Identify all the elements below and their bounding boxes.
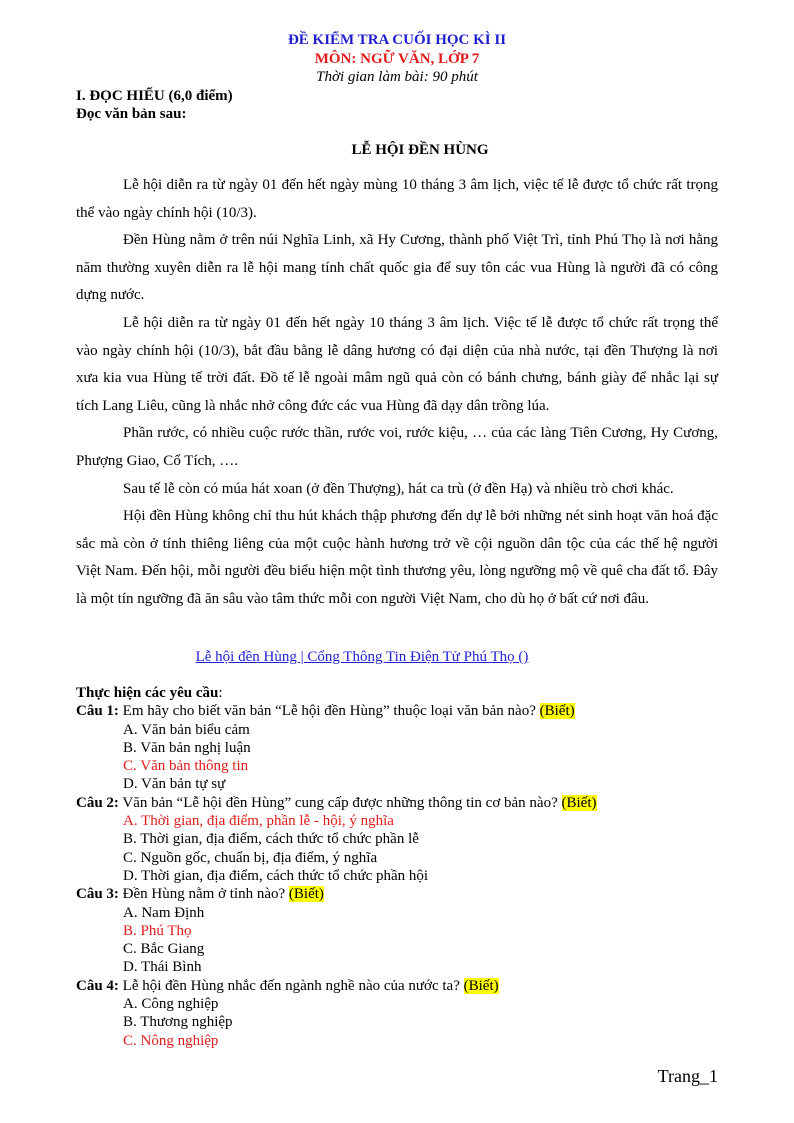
- answer-option[interactable]: B. Văn bản nghị luận: [123, 739, 251, 756]
- question-2: [76, 794, 726, 885]
- question-label: Câu 2:: [76, 794, 119, 811]
- question-3: [76, 885, 726, 976]
- reading-text: [76, 172, 718, 614]
- question-label: Câu 4:: [76, 977, 119, 994]
- answer-option[interactable]: A. Nam Định: [123, 904, 205, 921]
- paragraph: Lễ hội diễn ra từ ngày 01 đến hết ngày mùng 10 tháng 3 âm lịch, việc tế lễ được tổ chức rất trọng thể vào ngày chính hội (10/3).: [76, 177, 718, 221]
- answer-option[interactable]: C. Bắc Giang: [123, 941, 205, 958]
- source-citation: [0, 647, 724, 667]
- answer-option-correct[interactable]: C. Nông nghiệp: [123, 1032, 219, 1049]
- paragraph: Lễ hội diễn ra từ ngày 01 đến hết ngày 10 tháng 3 âm lịch. Việc tế lễ được tổ chức rất trọng thể vào ngày chính hội (10/3), bắt đầu bằng lễ dâng hương có đại diện của nhà nước, tại đền Thượng là nơi xưa kia vua Hùng tế trời đất. Đồ tế lễ ngoài mâm ngũ quả còn có bánh chưng, bánh giày để nhắc lại sự tích Lang Liêu, cũng là nhắc nhở công đức các vua Hùng đã dạy dân trồng lúa.: [76, 314, 718, 414]
- question-1: [76, 702, 726, 793]
- reading-instruction: Đọc văn bản sau:: [76, 106, 187, 122]
- question-text: Em hãy cho biết văn bản “Lễ hội đền Hùng” thuộc loại văn bản nào?: [122, 703, 536, 720]
- answer-option[interactable]: A. Công nghiệp: [123, 996, 219, 1013]
- question-text: Đền Hùng nằm ở tỉnh nào?: [122, 886, 286, 903]
- answer-option[interactable]: B. Thương nghiệp: [123, 1014, 233, 1031]
- paragraph: Đền Hùng nằm ở trên núi Nghĩa Linh, xã Hy Cương, thành phố Việt Trì, tỉnh Phú Thọ là nơi hằng năm thường xuyên diễn ra lễ hội mang tính chất quốc gia để suy tôn các vua Hùng là người đã có công dựng nước.: [76, 232, 718, 304]
- answer-option[interactable]: C. Nguồn gốc, chuẩn bị, địa điểm, ý nghĩa: [123, 849, 378, 866]
- level-badge: (Biết): [288, 886, 324, 903]
- level-badge: (Biết): [463, 977, 499, 994]
- question-label: Câu 3:: [76, 886, 119, 903]
- task-colon: :: [218, 685, 223, 701]
- answer-option[interactable]: D. Thời gian, địa điểm, cách thức tổ chức phần hội: [123, 867, 429, 884]
- task-label: Thực hiện các yêu cầu: [76, 685, 219, 701]
- question-list: [76, 684, 726, 1050]
- task-heading: [76, 684, 726, 702]
- level-badge: (Biết): [539, 703, 575, 720]
- answer-option-correct[interactable]: A. Thời gian, địa điểm, phần lễ - hội, ý nghĩa: [123, 813, 394, 830]
- answer-option[interactable]: B. Thời gian, địa điểm, cách thức tổ chức phần lễ: [123, 831, 419, 848]
- paragraph: Phần rước, có nhiều cuộc rước thần, rước voi, rước kiệu, … của các làng Tiên Cương, Hy Cương, Phượng Giao, Cổ Tích, ….: [76, 425, 718, 469]
- section-heading: I. ĐỌC HIỂU (6,0 điểm): [76, 88, 233, 104]
- question-text: Lễ hội đền Hùng nhắc đến ngành nghề nào của nước ta?: [122, 977, 460, 994]
- subject-line: MÔN: NGỮ VĂN, LỚP 7: [314, 51, 480, 67]
- question-4: [76, 977, 726, 1050]
- duration-line: Thời gian làm bài: 90 phút: [316, 69, 478, 85]
- question-text: Văn bản “Lễ hội đền Hùng” cung cấp được những thông tin cơ bản nào?: [122, 794, 558, 811]
- answer-option[interactable]: D. Thái Bình: [123, 959, 202, 976]
- answer-option-correct[interactable]: C. Văn bản thông tin: [123, 758, 249, 775]
- answer-option-correct[interactable]: B. Phú Thọ: [123, 922, 192, 939]
- exam-title: ĐỀ KIỂM TRA CUỐI HỌC KÌ II: [287, 32, 507, 48]
- answer-option[interactable]: D. Văn bản tự sự: [123, 776, 226, 793]
- question-label: Câu 1:: [76, 703, 119, 720]
- paragraph: Hội đền Hùng không chỉ thu hút khách thập phương đến dự lễ bởi những nét sinh hoạt văn hoá đặc sắc mà còn ở tính thiêng liêng của một cuộc hành hương trở về cội nguồn dân tộc của các thế hệ người Việt Nam. Đến hội, mỗi người đều biểu hiện một tình thương yêu, lòng ngưỡng mộ về quê cha đất tổ. Đây là một tín ngưỡng đã ăn sâu vào tâm thức mỗi con người Việt Nam, cho dù họ ở bất cứ nơi đâu.: [76, 508, 718, 607]
- answer-option[interactable]: A. Văn bản biểu cảm: [123, 721, 250, 738]
- text-title: LỄ HỘI ĐỀN HÙNG: [351, 142, 489, 158]
- paragraph: Sau tế lễ còn có múa hát xoan (ở đền Thượng), hát ca trù (ở đền Hạ) và nhiều trò chơi khác.: [123, 480, 674, 497]
- source-link[interactable]: Lễ hội đền Hùng | Cổng Thông Tin Điện Tử Phú Thọ (): [195, 649, 529, 665]
- page-number: Trang_1: [657, 1066, 718, 1086]
- level-badge: (Biết): [561, 794, 597, 811]
